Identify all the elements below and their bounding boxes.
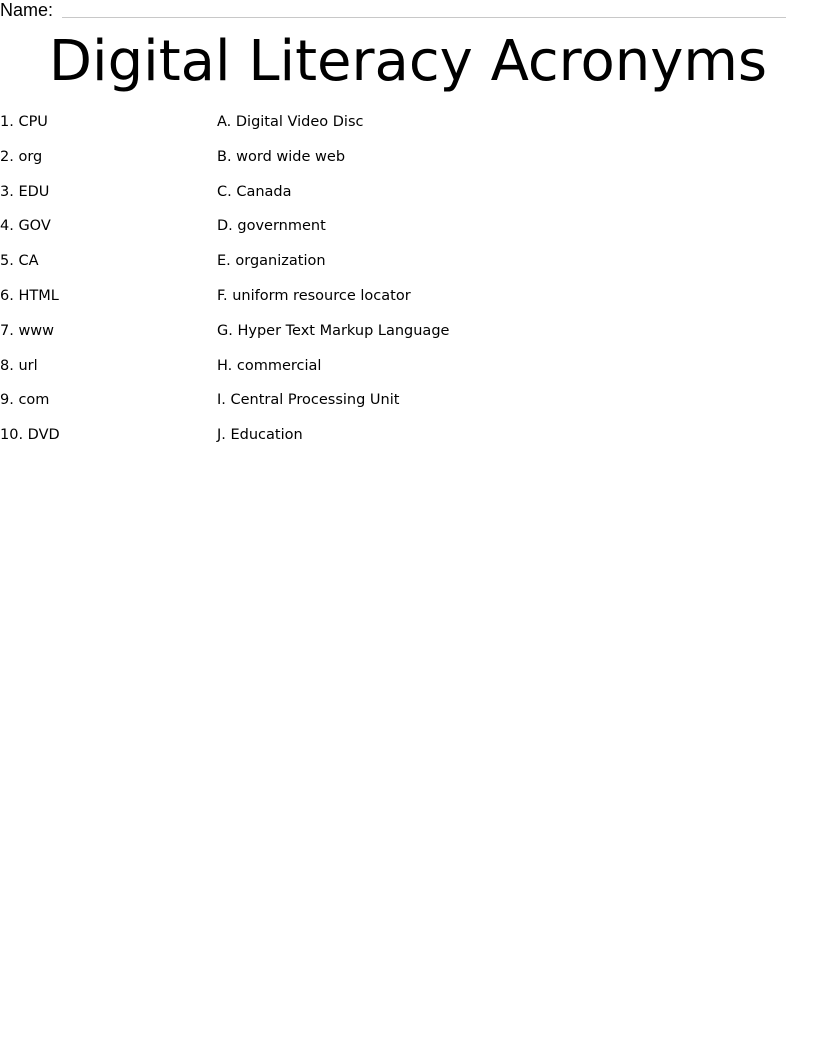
matching-row (0, 251, 816, 286)
term: 1. CPU (0, 114, 48, 130)
term: 3. EDU (0, 183, 50, 200)
matching-row (0, 321, 816, 356)
term: 7. www (0, 322, 55, 339)
definition: B. word wide web (217, 148, 346, 165)
term: 4. GOV (0, 218, 51, 235)
matching-row (0, 112, 816, 147)
name-label: Name: (0, 0, 54, 20)
name-row (0, 0, 790, 22)
matching-list (0, 112, 816, 460)
matching-row (0, 286, 816, 321)
definition: A. Digital Video Disc (217, 114, 364, 130)
definition: I. Central Processing Unit (217, 392, 400, 409)
term: 8. url (0, 357, 38, 374)
definition: J. Education (217, 427, 303, 444)
definition: D. government (217, 218, 326, 235)
definition: G. Hyper Text Markup Language (217, 322, 450, 339)
term: 2. org (0, 148, 43, 165)
term: 5. CA (0, 253, 39, 270)
matching-row (0, 182, 816, 217)
definition: C. Canada (217, 183, 292, 200)
matching-row (0, 216, 816, 251)
definition: F. uniform resource locator (217, 287, 411, 304)
matching-row (0, 425, 816, 460)
matching-row (0, 356, 816, 391)
definition: H. commercial (217, 357, 322, 374)
name-blank-line (62, 17, 786, 18)
worksheet-title: Digital Literacy Acronyms (48, 29, 768, 94)
term: 10. DVD (0, 427, 60, 444)
definition: E. organization (217, 253, 326, 270)
term: 6. HTML (0, 287, 59, 304)
matching-row (0, 147, 816, 182)
term: 9. com (0, 392, 50, 409)
matching-row (0, 390, 816, 425)
